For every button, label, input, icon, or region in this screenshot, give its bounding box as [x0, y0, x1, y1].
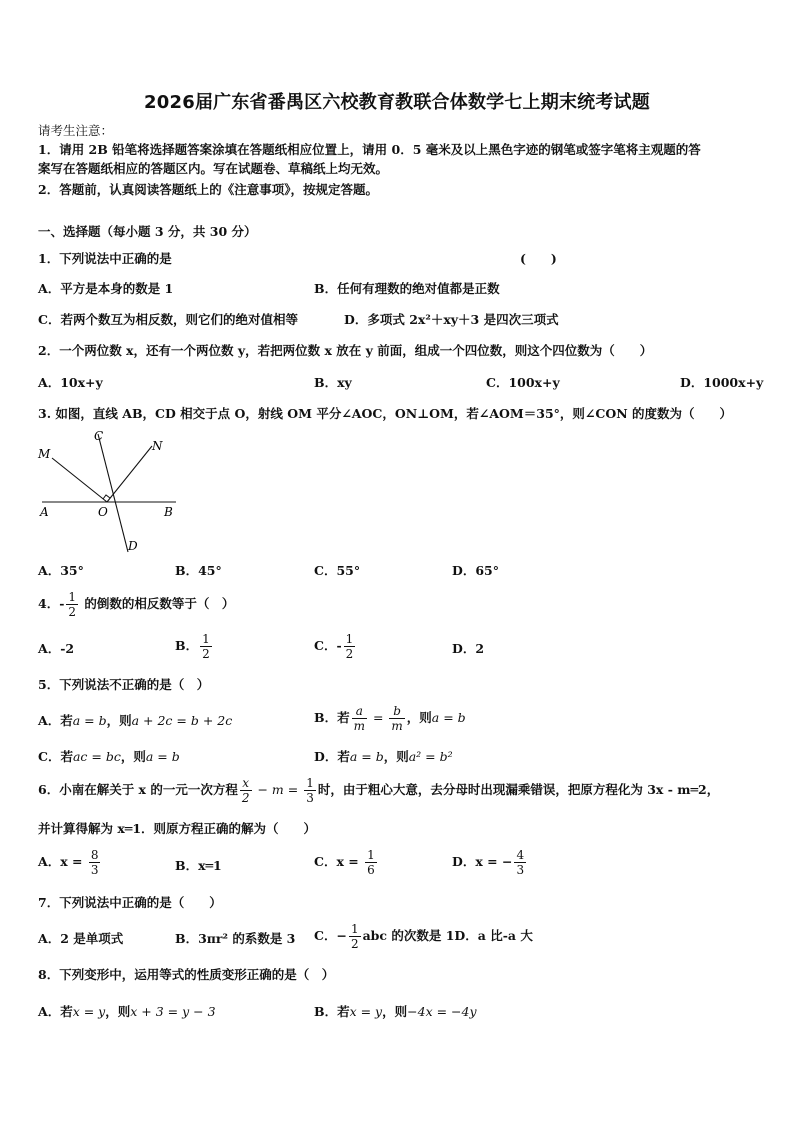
label-d: D: [128, 539, 138, 553]
question-5-stem: 5．下列说法不正确的是（ ）: [38, 677, 210, 692]
question-1-option-b: B．任何有理数的绝对值都是正数: [314, 281, 500, 296]
right-angle-mark: [103, 495, 110, 499]
ray-on: [107, 446, 152, 502]
intersecting-lines-figure: [34, 428, 184, 558]
question-5-option-a: A．若a = b，则a + 2c = b + 2c: [38, 713, 233, 728]
question-6-option-b: B．x═1: [175, 858, 222, 873]
question-1-option-d: D．多项式 2x²＋xy＋3 是四次三项式: [344, 312, 559, 327]
line-cd: [98, 434, 128, 552]
notice-item-1b: 案写在答题纸相应的答题区内。写在试题卷、草稿纸上均无效。: [38, 161, 389, 176]
section-heading: 一、选择题（每小题 3 分，共 30 分）: [38, 224, 257, 239]
question-3-option-a: A．35°: [38, 563, 84, 578]
notice-item-2: 2．答题前，认真阅读答题纸上的《注意事项》，按规定答题。: [38, 182, 378, 197]
question-2-option-c: C．100x+y: [486, 375, 560, 390]
notice-item-1a: 1．请用 2B 铅笔将选择题答案涂填在答题纸相应位置上，请用 0．5 毫米及以上黑色字迹的钢笔或签字笔将主观题的答: [38, 142, 701, 157]
question-4-option-c: C．- $\frac{1}{2}$: [314, 632, 354, 661]
ray-om: [52, 458, 107, 502]
question-4-option-d: D．2: [452, 641, 485, 656]
question-8-option-b: B．若x = y，则−4x = −4y: [314, 1004, 477, 1019]
question-7-stem: 7．下列说法中正确的是（ ）: [38, 895, 222, 910]
question-3-stem: 3. 如图，直线 AB，CD 相交于点 O，射线 OM 平分∠AOC，ON⊥OM，若∠AOM＝35°，则∠CON 的度数为（ ）: [38, 406, 733, 421]
question-3-option-d: D．65°: [452, 563, 499, 578]
question-5-option-d: D．若a = b，则a² = b²: [314, 749, 453, 764]
notice-header: 请考生注意：: [38, 123, 114, 138]
question-6-option-d: D．x = − $\frac{4}{3}$: [452, 848, 525, 877]
question-8-stem: 8．下列变形中，运用等式的性质变形正确的是（ ）: [38, 967, 335, 982]
label-o: O: [98, 505, 108, 519]
question-2-option-b: B．xy: [314, 375, 352, 390]
question-3-option-c: C．55°: [314, 563, 361, 578]
question-4-suffix: 的倒数的相反数等于（ ）: [80, 596, 235, 611]
page-title: 2026届广东省番禺区六校教育教联合体数学七上期末统考试题: [144, 92, 650, 113]
question-3-option-b: B．45°: [175, 563, 222, 578]
question-2-option-d: D．1000x+y: [680, 375, 764, 390]
question-2-option-a: A．10x+y: [38, 375, 103, 390]
question-7-option-b: B．3πr² 的系数是 3: [175, 931, 296, 946]
question-1-answer-paren: ( ): [520, 251, 557, 266]
label-a: A: [40, 505, 49, 519]
question-5-option-c: C．若ac = bc，则a = b: [38, 749, 180, 764]
label-c: C: [94, 429, 104, 443]
question-5-option-b: B．若 $\frac{a}{m}$ = $\frac{b}{m}$ ，则a = b: [314, 704, 466, 733]
question-6-stem-line2: 并计算得解为 x═1．则原方程正确的解为（ ）: [38, 821, 317, 836]
question-1-option-a: A．平方是本身的数是 1: [38, 281, 174, 296]
label-n: N: [152, 439, 163, 453]
question-4-option-b: B． $\frac{1}{2}$: [175, 632, 210, 661]
question-7-option-c-d: C．− $\frac{1}{2}$ abc 的次数是 1D．a 比-a 大: [314, 922, 533, 951]
question-6-option-c: C．x = $\frac{1}{6}$: [314, 848, 375, 877]
question-7-option-a: A．2 是单项式: [38, 931, 124, 946]
question-2-stem: 2．一个两位数 x，还有一个两位数 y，若把两位数 x 放在 y 前面，组成一个四位数，则这个四位数为（ ）: [38, 343, 653, 358]
label-b: B: [164, 505, 173, 519]
question-4-stem: [38, 590, 234, 619]
question-4-option-a: A．-2: [38, 641, 75, 656]
question-4-prefix: 4．-: [38, 596, 65, 611]
question-4-fraction: $\frac{1}{2}$: [68, 590, 77, 619]
question-1-stem: 1．下列说法中正确的是: [38, 251, 172, 266]
question-6-stem: 6．小南在解关于 x 的一元一次方程 $\frac{x}{2}$ − m = $\frac{1}{3}$ 时，由于粗心大意，去分母时出现漏乘错误，把原方程化为 3x - m═2，: [38, 776, 720, 805]
question-8-option-a: A．若x = y，则x + 3 = y − 3: [38, 1004, 216, 1019]
label-m: M: [38, 447, 51, 461]
question-1-option-c: C．若两个数互为相反数，则它们的绝对值相等: [38, 312, 298, 327]
question-6-option-a: A．x = $\frac{8}{3}$: [38, 848, 99, 877]
